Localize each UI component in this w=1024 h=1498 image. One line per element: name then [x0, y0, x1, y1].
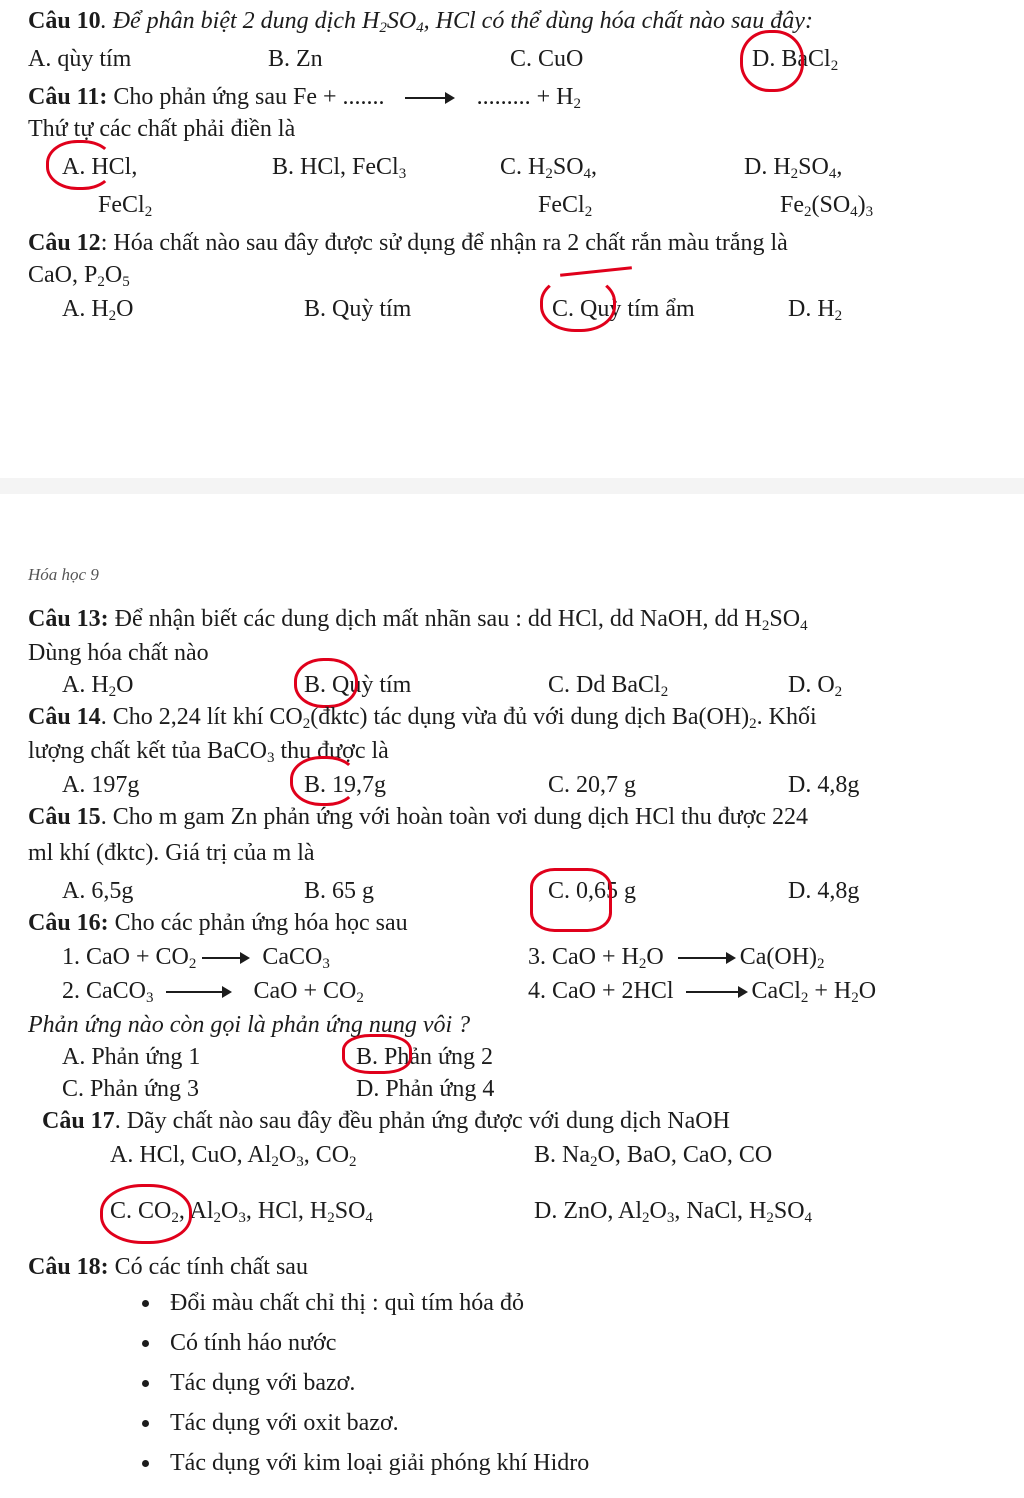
reaction-arrow: [678, 957, 734, 959]
reaction-arrow: [166, 991, 230, 993]
q10-option-c[interactable]: C. CuO: [510, 46, 584, 72]
q13-instruction: Dùng hóa chất nào: [28, 640, 209, 666]
reaction-arrow: [405, 97, 453, 99]
bullet-dot: [142, 1340, 149, 1347]
reaction-3: 3. CaO + $H_2O$ $Ca(OH)_2$: [528, 944, 825, 972]
q15-option-b[interactable]: B. 65 g: [304, 878, 375, 904]
q13-option-b[interactable]: B. Quỳ tím: [304, 672, 412, 698]
q11-option-a-line2: FeCl$_2$: [98, 192, 153, 220]
q16-option-b[interactable]: B. Phản ứng 2: [356, 1044, 494, 1070]
q12-substances: CaO, $P_2O_5$: [28, 262, 130, 290]
bullet-dot: [142, 1300, 149, 1307]
page-2: [0, 494, 1024, 1498]
q18-property-2: Có tính háo nước: [170, 1330, 337, 1356]
q12-option-a[interactable]: A. $H_2O$: [62, 296, 134, 324]
question-14: Câu 14. Cho 2,24 lít khí $CO_2(đktc)$ tác dụng vừa đủ với dung dịch $Ba(OH)_2$. Khối: [28, 704, 817, 732]
answer-stroke-q12: [560, 266, 632, 277]
q16-option-c[interactable]: C. Phản ứng 3: [62, 1076, 200, 1102]
q13-option-a[interactable]: A. $H_2O$: [62, 672, 134, 700]
question-17: Câu 17. Dãy chất nào sau đây đều phản ứng được với dung dịch NaOH: [42, 1108, 730, 1134]
q10-option-a[interactable]: A. qùy tím: [28, 46, 132, 72]
page-header: Hóa học 9: [28, 565, 99, 584]
q18-property-3: Tác dụng với bazơ.: [170, 1370, 356, 1396]
q17-option-c[interactable]: C. $CO_2$, $Al_2O_3$, HCl, $H_2SO_4$: [110, 1198, 373, 1226]
question-10: Câu 10. Để phân biệt 2 dung dịch $H_2SO_4$, HCl có thể dùng hóa chất nào sau đây:: [28, 8, 813, 36]
bullet-dot: [142, 1380, 149, 1387]
q17-option-b[interactable]: B. $Na_2O$, BaO, CaO, CO: [534, 1142, 773, 1170]
question-12: Câu 12: Hóa chất nào sau đây được sử dụng để nhận ra 2 chất rắn màu trắng là: [28, 230, 788, 256]
q11-instruction: Thứ tự các chất phải điền là: [28, 116, 296, 142]
q12-option-c[interactable]: C. Quỳ tím ẩm: [552, 296, 695, 322]
q14-option-d[interactable]: D. 4,8g: [788, 772, 860, 798]
q17-option-d[interactable]: D. ZnO, $Al_2O_3$, NaCl, $H_2SO_4$: [534, 1198, 813, 1226]
q15-line2: ml khí (đktc). Giá trị của m là: [28, 840, 315, 866]
q11-option-c[interactable]: C. $H_2SO_4$,: [500, 154, 598, 182]
reaction-arrow: [686, 991, 746, 993]
q16-option-a[interactable]: A. Phản ứng 1: [62, 1044, 201, 1070]
q15-option-d[interactable]: D. 4,8g: [788, 878, 860, 904]
page-1: [0, 0, 1024, 478]
question-11: Câu 11: Cho phản ứng sau Fe + ....... ......... + $H_2$: [28, 84, 581, 112]
q14-line2: lượng chất kết tủa BaCO$_3$ thu được là: [28, 738, 389, 766]
q10-option-d[interactable]: D. BaCl$_2$: [752, 46, 839, 74]
q18-property-4: Tác dụng với oxit bazơ.: [170, 1410, 399, 1436]
q11-option-c-line2: FeCl$_2$: [538, 192, 593, 220]
q17-option-a[interactable]: A. HCl, CuO, $Al_2O_3$, $CO_2$: [110, 1142, 357, 1170]
q11-option-d[interactable]: D. $H_2SO_4$,: [744, 154, 843, 182]
q13-option-c[interactable]: C. Dd BaCl$_2$: [548, 672, 669, 700]
q16-question: Phản ứng nào còn gọi là phản ứng nung vôi ?: [28, 1012, 471, 1038]
q14-option-b[interactable]: B. 19,7g: [304, 772, 387, 798]
q12-option-b[interactable]: B. Quỳ tím: [304, 296, 412, 322]
reaction-arrow: [202, 957, 248, 959]
q16-option-d[interactable]: D. Phản ứng 4: [356, 1076, 495, 1102]
q14-option-a[interactable]: A. 197g: [62, 772, 140, 798]
bullet-dot: [142, 1460, 149, 1467]
q15-option-a[interactable]: A. 6,5g: [62, 878, 134, 904]
reaction-2: 2. CaCO$_3$ CaO + $CO_2$: [62, 978, 364, 1006]
question-15: Câu 15. Cho m gam Zn phản ứng với hoàn toàn vơi dung dịch HCl thu được 224: [28, 804, 809, 830]
reaction-4: 4. CaO + 2HCl CaCl$_2$ + $H_2O$: [528, 978, 877, 1006]
q14-option-c[interactable]: C. 20,7 g: [548, 772, 637, 798]
reaction-1: 1. CaO + $CO_2$ CaCO$_3$: [62, 944, 330, 972]
bullet-dot: [142, 1420, 149, 1427]
question-18: Câu 18: Có các tính chất sau: [28, 1254, 308, 1280]
q18-property-5: Tác dụng với kim loại giải phóng khí Hidro: [170, 1450, 590, 1476]
question-16: Câu 16: Cho các phản ứng hóa học sau: [28, 910, 408, 936]
question-13: Câu 13: Để nhận biết các dung dịch mất nhãn sau : dd HCl, dd NaOH, dd $H_2SO_4$: [28, 606, 808, 634]
q11-option-a[interactable]: A. HCl,: [62, 154, 138, 180]
q15-option-c[interactable]: C. 0,65 g: [548, 878, 637, 904]
q13-option-d[interactable]: D. $O_2$: [788, 672, 843, 700]
q12-option-d[interactable]: D. $H_2$: [788, 296, 843, 324]
q11-option-b[interactable]: B. HCl, FeCl$_3$: [272, 154, 407, 182]
q10-option-b[interactable]: B. Zn: [268, 46, 323, 72]
q11-option-d-line2: $Fe_2(SO_4)_3$: [780, 192, 874, 220]
q18-property-1: Đổi màu chất chỉ thị : quì tím hóa đỏ: [170, 1290, 524, 1316]
